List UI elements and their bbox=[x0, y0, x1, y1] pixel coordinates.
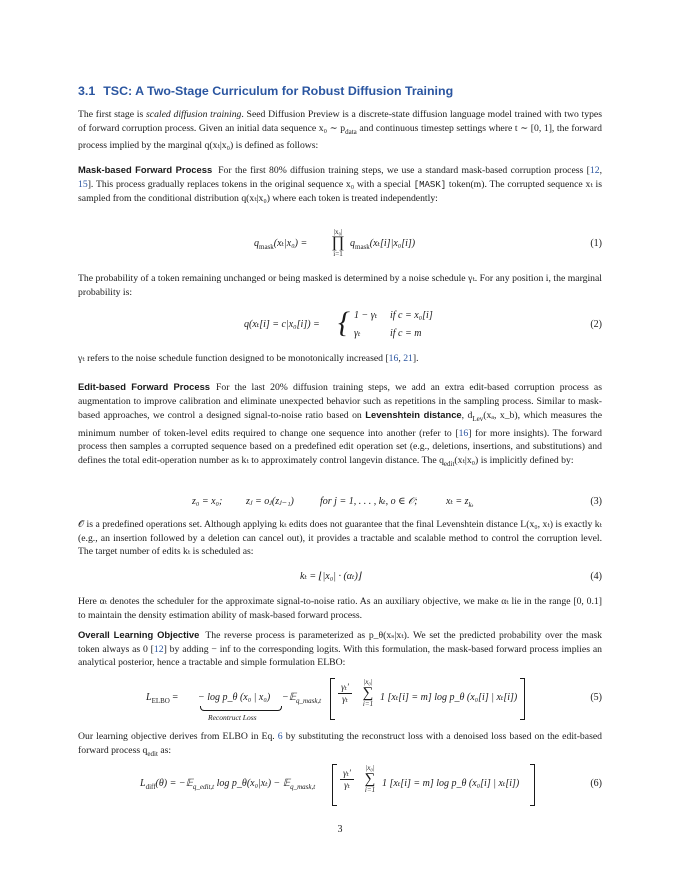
equation-number: (2) bbox=[590, 319, 602, 330]
equation-number: (4) bbox=[590, 571, 602, 582]
levenshtein-term: Levenshtein distance bbox=[365, 409, 462, 421]
overall-paragraph: Overall Learning Objective The reverse process is parameterized as p_θ(xₛ|xₜ). We set the predicted probability over the mask token always as 0 [12] by adding − inf to the corresponding logits. With this formulation, the mask-based forward process implies an analytical posterior, hence a tractable and simple formulation ELBO: bbox=[78, 629, 603, 669]
section-heading bbox=[78, 84, 453, 98]
citation-link[interactable]: 12 bbox=[153, 643, 164, 655]
alpha-paragraph: Here αₜ denotes the scheduler for the approximate signal-to-noise ratio. As an auxiliary objective, we make αₜ lie in the range [0, 0.1] to maintain the density estimation ability of mask-based forward process. bbox=[78, 596, 602, 621]
probability-paragraph: The probability of a token remaining unchanged or being masked is determined by a noise schedule γₜ. For any position i, the marginal probability is: bbox=[78, 273, 602, 298]
citation-link[interactable]: 12 bbox=[589, 165, 600, 176]
equation-number: (1) bbox=[590, 238, 602, 249]
citation-link[interactable]: 21 bbox=[403, 353, 413, 364]
equation-number: (6) bbox=[590, 778, 602, 789]
equation-number: (5) bbox=[590, 692, 602, 703]
mask-paragraph: Mask-based Forward Process For the first 80% diffusion training steps, we use a standard mask-based corruption process [12, 15]. This process gradually replaces tokens in the original sequence x₀ with a special [MASK] token(m). The corrupted sequence xₜ is sampled from the conditional distribution q(xₜ|x₀) where each token is treated independently: bbox=[78, 164, 603, 205]
citation-link[interactable]: 16 bbox=[388, 353, 399, 364]
intro-paragraph: The first stage is scaled diffusion training. Seed Diffusion Preview is a discrete-state diffusion language model trained with two types of forward corruption process. Given an initial data sequence x₀ ∼ $p_{data}$ and continuous timestep settings where t ∼ [0, 1], the forward process implied by the marginal q(xₜ|x₀) is defined as follows: bbox=[78, 109, 602, 152]
section-number: 3.1 bbox=[78, 84, 96, 98]
gamma-paragraph: γₜ refers to the noise schedule function designed to be monotonically increased [16, 21]. bbox=[78, 353, 419, 364]
reconstruct-loss-label: Recontruct Loss bbox=[208, 713, 257, 722]
citation-link[interactable]: 16 bbox=[458, 427, 469, 439]
operations-paragraph: 𝒪 is a predefined operations set. Although applying kₜ edits does not guarantee that the final Levenshtein distance L(x₀, xₜ) is exactly kₜ (e.g., an insertion followed by a deletion can cancel out), it provides a tractable and scalable method to control the corruption level. The target number of edits kₜ is scheduled as: bbox=[78, 519, 602, 558]
edit-paragraph: Edit-based Forward Process For the last 20% diffusion training steps, we add an extra edit-based corruption process as augmentation to improve calibration and eliminate unexpected behavior such as repetitions in the sampling process. Similar to mask-based approaches, we control a designed signal-to-noise ratio based on Levenshtein distance, $d_{Lev}(x_a$, x_b), which measures the minimum number of token-level edits required to change one sequence into another (refer to [16] for more insights). The forward process then samples a corrupted sequence based on a predefined edit operation set (e.g., deletions, insertions, and substitutions) and defines the total edit-operation number as kₜ to approximately control langevin distance. The $q_{edit}(x_t|x_0)$ is implicitly defined by: bbox=[78, 381, 602, 468]
edit-heading: Edit-based Forward Process bbox=[78, 381, 210, 392]
citation-link[interactable]: 15 bbox=[78, 178, 88, 190]
underbrace bbox=[200, 706, 282, 711]
citation-link[interactable]: 6 bbox=[277, 731, 283, 742]
mask-heading: Mask-based Forward Process bbox=[78, 164, 213, 175]
equation-number: (3) bbox=[590, 496, 602, 507]
derive-paragraph: Our learning objective derives from ELBO in Eq. 6 by substituting the reconstruct loss with a denoised loss based on the edit-based forward process $q_{edit}$ as: bbox=[78, 731, 602, 758]
section-title: TSC: A Two-Stage Curriculum for Robust Diffusion Training bbox=[103, 84, 454, 98]
page-number: 3 bbox=[337, 824, 343, 835]
overall-heading: Overall Learning Objective bbox=[78, 629, 200, 640]
